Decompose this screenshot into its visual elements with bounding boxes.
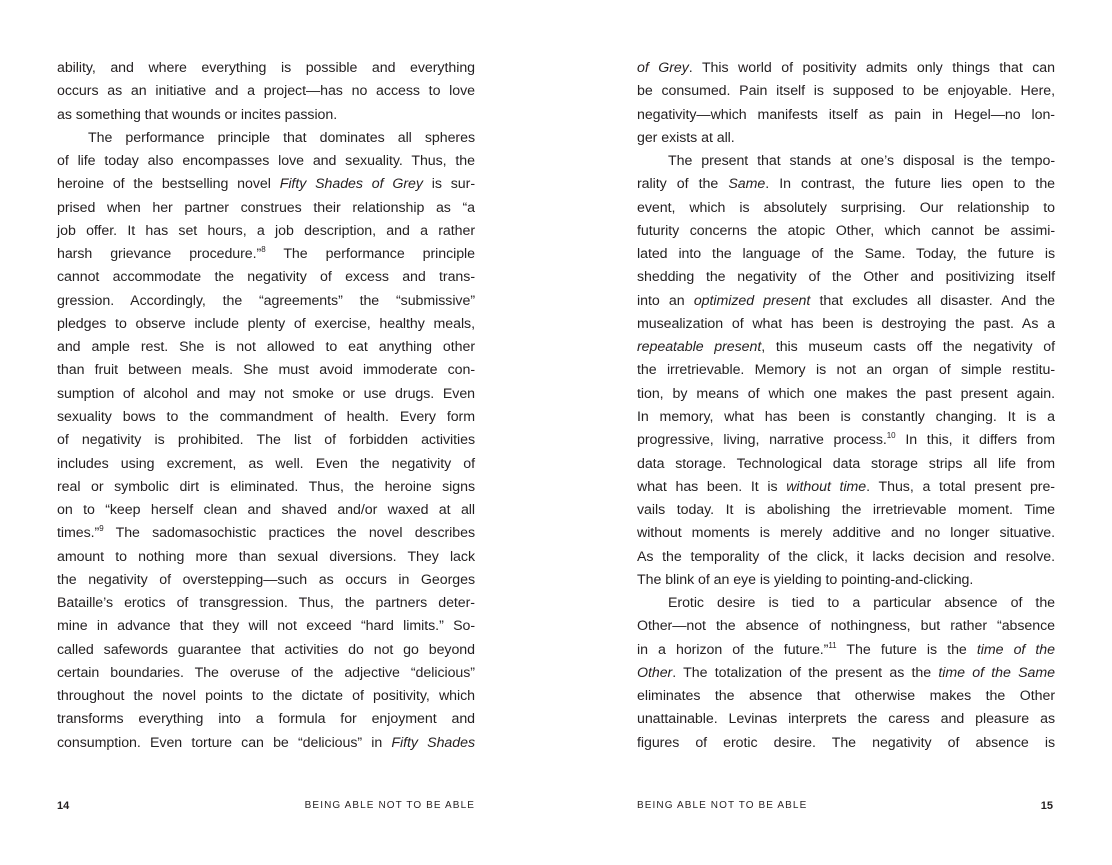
- text-segment: In memory, what has been is constantly changing. It is a: [637, 408, 1055, 425]
- text-segment: lated into the language of the Same. Today, the future is: [637, 246, 1055, 263]
- text-segment: figures of erotic desire. The negativity of absence is: [637, 734, 1055, 751]
- text-line: [637, 290, 1055, 313]
- text-segment: the negativity of overstepping—such as occurs in Georges: [57, 571, 475, 588]
- text-segment: into an: [637, 292, 694, 309]
- text-segment: as something that wounds or incites passion.: [57, 106, 338, 123]
- text-segment: unattainable. Levinas interprets the caress and pleasure as: [637, 711, 1055, 728]
- text-line: [57, 685, 475, 708]
- text-segment: certain boundaries. The overuse of the adjective “delicious”: [57, 664, 475, 681]
- text-segment: prised when her partner construes their relationship as “a: [57, 199, 475, 216]
- text-line: [637, 522, 1055, 545]
- text-line: [637, 173, 1055, 196]
- text-segment: In this, it differs from: [895, 432, 1055, 449]
- text-line: [57, 569, 475, 592]
- right-running-head: BEING ABLE NOT TO BE ABLE: [637, 800, 808, 811]
- text-line: [637, 313, 1055, 336]
- text-segment: gression. Accordingly, the “agreements” the “submissive”: [57, 292, 475, 309]
- text-line: [637, 662, 1055, 685]
- text-segment: called safewords guarantee that activities do not go beyond: [57, 641, 475, 658]
- text-segment: and ample rest. She is not allowed to eat anything other: [57, 339, 475, 356]
- italic-text: time of the: [976, 641, 1055, 658]
- text-segment: is sur-: [422, 176, 475, 193]
- text-segment: pledges to observe include plenty of exercise, healthy meals,: [57, 315, 475, 332]
- text-line: [57, 150, 475, 173]
- text-segment: Bataille’s erotics of transgression. Thus, the partners deter-: [57, 595, 475, 612]
- text-segment: without moments is merely additive and no longer situative.: [637, 525, 1055, 542]
- text-segment: cannot accommodate the negativity of excess and trans-: [57, 269, 475, 286]
- text-line: [637, 499, 1055, 522]
- text-line: [57, 173, 475, 196]
- text-segment: futurity concerns the atopic Other, which cannot be assimi-: [637, 222, 1055, 239]
- text-line: [637, 150, 1055, 173]
- left-page-number: 14: [57, 800, 70, 812]
- text-line: [637, 546, 1055, 569]
- text-segment: transforms everything into a formula for enjoyment and: [57, 711, 475, 728]
- text-segment: ability, and where everything is possible and everything: [57, 60, 475, 76]
- text-segment: includes using excrement, as well. Even the negativity of: [57, 455, 475, 472]
- text-segment: amount to nothing more than sexual diversions. They lack: [57, 548, 475, 565]
- footnote-ref: 11: [828, 640, 837, 650]
- text-segment: , this museum casts off the negativity of: [761, 339, 1055, 356]
- text-segment: . In contrast, the future lies open to the: [765, 176, 1055, 193]
- text-line: [57, 383, 475, 406]
- text-segment: throughout the novel points to the dictate of positivity, which: [57, 688, 475, 705]
- text-segment: of negativity is prohibited. The list of forbidden activities: [57, 432, 475, 449]
- text-segment: consumption. Even torture can be “delicious” in: [57, 734, 392, 751]
- text-segment: of life today also encompasses love and sexuality. Thus, the: [57, 153, 475, 170]
- italic-text: repeatable present: [637, 339, 762, 356]
- text-line: [637, 57, 1055, 80]
- text-line: [57, 336, 475, 359]
- italic-text: without time: [786, 478, 867, 495]
- text-line: [57, 243, 475, 266]
- text-line: [57, 290, 475, 313]
- text-line: [57, 639, 475, 662]
- text-line: [57, 127, 475, 150]
- text-segment: the irretrievable. Memory is not an organ of simple restitu-: [637, 362, 1055, 379]
- left-running-head: BEING ABLE NOT TO BE ABLE: [304, 800, 475, 811]
- text-line: [57, 522, 475, 545]
- text-segment: The performance principle that dominates all spheres: [88, 129, 475, 146]
- text-line: [57, 453, 475, 476]
- footnote-ref: 10: [886, 431, 896, 441]
- text-segment: progressive, living, narrative process.: [637, 432, 887, 449]
- text-line: [57, 80, 475, 103]
- text-line: [637, 569, 1055, 592]
- text-line: [637, 592, 1055, 615]
- text-line: [637, 197, 1055, 220]
- text-segment: event, which is absolutely surprising. Our relationship to: [637, 199, 1055, 216]
- text-segment: mine in advance that they will not exceed “hard limits.” So-: [57, 618, 475, 635]
- italic-text: Other: [637, 664, 673, 681]
- text-line: [57, 592, 475, 615]
- text-segment: . Thus, a total present pre-: [866, 478, 1055, 495]
- text-segment: ger exists at all.: [637, 129, 735, 146]
- text-line: [637, 708, 1055, 731]
- italic-text: time of the Same: [938, 664, 1055, 681]
- text-line: [57, 662, 475, 685]
- text-line: [637, 429, 1055, 452]
- text-segment: be consumed. Pain itself is supposed to be enjoyable. Here,: [637, 83, 1055, 100]
- text-segment: real or symbolic dirt is eliminated. Thus, the heroine signs: [57, 478, 475, 495]
- text-segment: what has been. It is: [637, 478, 787, 495]
- text-segment: The performance principle: [265, 246, 476, 263]
- text-line: [637, 127, 1055, 150]
- text-segment: eliminates the absence that otherwise makes the Other: [637, 688, 1055, 705]
- italic-text: Same: [728, 176, 766, 193]
- text-line: [57, 266, 475, 289]
- text-segment: As the temporality of the click, it lacks decision and resolve.: [637, 548, 1055, 565]
- italic-text: optimized present: [693, 292, 811, 309]
- text-line: [57, 429, 475, 452]
- text-segment: . The totalization of the present as the: [672, 664, 939, 681]
- text-segment: Other—not the absence of nothingness, but rather “absence: [637, 618, 1055, 635]
- text-line: [637, 383, 1055, 406]
- italic-text: Fifty Shades of Grey: [279, 176, 423, 193]
- text-line: [57, 732, 475, 755]
- left-page-body: [57, 57, 475, 755]
- text-segment: data storage. Technological data storage strips all life from: [637, 455, 1055, 472]
- text-segment: sexuality bows to the commandment of health. Every form: [57, 408, 475, 425]
- text-line: [57, 359, 475, 382]
- text-segment: The blink of an eye is yielding to pointing-and-clicking.: [637, 571, 974, 588]
- text-line: [57, 197, 475, 220]
- text-segment: . This world of positivity admits only things that can: [688, 60, 1055, 76]
- text-line: [637, 615, 1055, 638]
- text-line: [637, 336, 1055, 359]
- text-line: [637, 476, 1055, 499]
- text-segment: that excludes all disaster. And the: [810, 292, 1055, 309]
- text-segment: Erotic desire is tied to a particular absence of the: [668, 595, 1055, 612]
- text-segment: The future is the: [836, 641, 977, 658]
- italic-text: Fifty Shades: [391, 734, 475, 751]
- text-line: [637, 266, 1055, 289]
- text-line: [57, 313, 475, 336]
- text-line: [637, 243, 1055, 266]
- text-segment: job offer. It has set hours, a job description, and a rather: [57, 222, 475, 239]
- text-segment: musealization of what has been is destroying the past. As a: [637, 315, 1055, 332]
- text-segment: sumption of alcohol and may not smoke or use drugs. Even: [57, 385, 475, 402]
- text-segment: occurs as an initiative and a project—has no access to love: [57, 83, 475, 100]
- right-page-body: [637, 57, 1055, 755]
- text-line: [57, 57, 475, 80]
- text-segment: rality of the: [637, 176, 729, 193]
- text-segment: times.”: [57, 525, 100, 542]
- text-segment: The sadomasochistic practices the novel describes: [103, 525, 475, 542]
- text-line: [57, 220, 475, 243]
- text-segment: vails today. It is abolishing the irretrievable moment. Time: [637, 502, 1055, 519]
- italic-text: of Grey: [637, 60, 689, 76]
- footnote-ref: 8: [261, 245, 266, 255]
- text-segment: shedding the negativity of the Other and positivizing itself: [637, 269, 1055, 286]
- text-line: [637, 732, 1055, 755]
- text-line: [57, 615, 475, 638]
- text-line: [57, 546, 475, 569]
- text-line: [57, 499, 475, 522]
- text-line: [637, 359, 1055, 382]
- text-segment: than fruit between meals. She must avoid immoderate con-: [57, 362, 475, 379]
- text-segment: on to “keep herself clean and shaved and/or waxed at all: [57, 502, 475, 519]
- text-line: [637, 639, 1055, 662]
- text-line: [57, 708, 475, 731]
- text-segment: in a horizon of the future.”: [637, 641, 829, 658]
- text-line: [57, 406, 475, 429]
- text-line: [637, 685, 1055, 708]
- text-line: [57, 104, 475, 127]
- footnote-ref: 9: [99, 524, 104, 534]
- text-line: [637, 453, 1055, 476]
- text-segment: harsh grievance procedure.”: [57, 246, 262, 263]
- text-line: [637, 104, 1055, 127]
- text-segment: tion, by means of which one makes the past present again.: [637, 385, 1055, 402]
- text-line: [637, 406, 1055, 429]
- text-line: [57, 476, 475, 499]
- text-segment: heroine of the bestselling novel: [57, 176, 280, 193]
- text-line: [637, 220, 1055, 243]
- text-segment: negativity—which manifests itself as pain in Hegel—no lon-: [637, 106, 1055, 123]
- text-segment: The present that stands at one’s disposal is the tempo-: [668, 153, 1055, 170]
- right-page-number: 15: [1040, 800, 1053, 812]
- text-line: [637, 80, 1055, 103]
